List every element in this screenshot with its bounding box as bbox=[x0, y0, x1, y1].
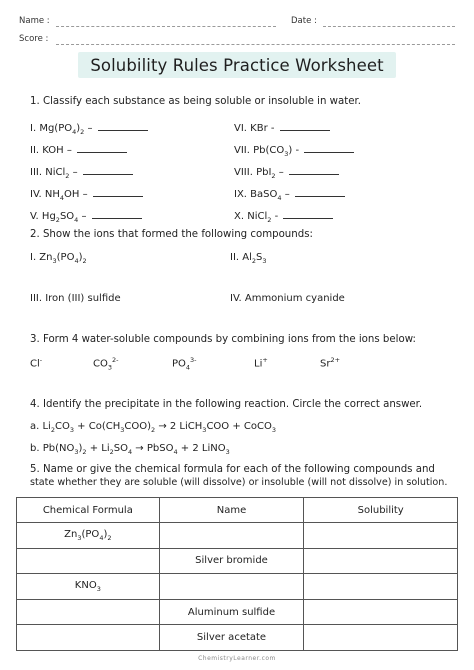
ion-carbonate: $CO_3^{2-}$ bbox=[93, 356, 119, 372]
q1-item-3: III. NiCl$_2$ – bbox=[30, 166, 133, 180]
answer-blank[interactable] bbox=[83, 166, 133, 175]
name-cell: Silver bromide bbox=[159, 548, 304, 574]
col-header-formula: Chemical Formula bbox=[17, 498, 160, 523]
col-header-name: Name bbox=[159, 498, 304, 523]
solubility-cell[interactable] bbox=[304, 599, 458, 625]
q1-item-7: VII. $Pb(CO_3)$ - bbox=[234, 144, 354, 158]
q2-item-4: IV. Ammonium cyanide bbox=[230, 293, 345, 304]
name-cell: Silver acetate bbox=[159, 625, 304, 651]
q2-item-2: II. $Al_2S_3$ bbox=[230, 252, 267, 265]
answer-blank[interactable] bbox=[283, 210, 333, 219]
date-field[interactable] bbox=[323, 26, 455, 27]
solubility-cell[interactable] bbox=[304, 625, 458, 651]
q2-item-1: I. $Zn_3(PO_4)_2$ bbox=[30, 252, 87, 265]
answer-blank[interactable] bbox=[289, 166, 339, 175]
score-field[interactable] bbox=[56, 44, 455, 45]
answer-blank[interactable] bbox=[280, 122, 330, 131]
page-title: Solubility Rules Practice Worksheet bbox=[90, 55, 384, 75]
q1-item-4: IV. $NH_4OH$ – bbox=[30, 188, 143, 202]
date-label: Date : bbox=[291, 16, 317, 26]
formula-cell[interactable] bbox=[17, 625, 160, 651]
q1-item-1: I. $Mg(PO_4)_2$ – bbox=[30, 122, 148, 136]
table-row bbox=[17, 574, 458, 600]
table-row bbox=[17, 548, 458, 574]
score-label: Score : bbox=[19, 34, 49, 44]
solubility-cell[interactable] bbox=[304, 523, 458, 549]
name-cell: Aluminum sulfide bbox=[159, 599, 304, 625]
q1-prompt: 1. Classify each substance as being soluble or insoluble in water. bbox=[30, 96, 361, 107]
table-row bbox=[17, 599, 458, 625]
name-cell[interactable] bbox=[159, 523, 304, 549]
answer-blank[interactable] bbox=[304, 144, 354, 153]
title-banner bbox=[78, 52, 396, 78]
q5-prompt-line1: 5. Name or give the chemical formula for each of the following compounds and bbox=[30, 464, 435, 475]
ion-phosphate: $PO_4^{3-}$ bbox=[172, 356, 197, 372]
answer-blank[interactable] bbox=[93, 188, 143, 197]
table-row bbox=[17, 523, 458, 549]
ion-lithium: Li+ bbox=[254, 356, 268, 370]
answer-blank[interactable] bbox=[295, 188, 345, 197]
q1-item-2: II. KOH – bbox=[30, 144, 127, 156]
q1-item-9: IX. BaSO$_4$ – bbox=[234, 188, 345, 202]
q1-item-10: X. NiCl$_2$ - bbox=[234, 210, 333, 224]
formula-cell[interactable] bbox=[17, 599, 160, 625]
formula-cell: $KNO_3$ bbox=[17, 574, 160, 600]
footer-credit: ChemistryLearner.com bbox=[198, 655, 276, 662]
name-field[interactable] bbox=[56, 26, 276, 27]
name-cell[interactable] bbox=[159, 574, 304, 600]
q4-prompt: 4. Identify the precipitate in the following reaction. Circle the correct answer. bbox=[30, 399, 423, 410]
col-header-solubility: Solubility bbox=[304, 498, 458, 523]
table-row bbox=[17, 625, 458, 651]
ion-strontium: $Sr^{2+}$ bbox=[320, 356, 341, 370]
q3-prompt: 3. Form 4 water-soluble compounds by combining ions from the ions below: bbox=[30, 334, 416, 345]
q4-reaction-b: b. $Pb(NO_3)_2 + Li_2SO_4$ → PbSO$_4$ + 2 LiNO$_3$ bbox=[30, 443, 230, 456]
q2-item-3: III. Iron (III) sulfide bbox=[30, 293, 121, 304]
formula-cell: $Zn_3(PO_4)_2$ bbox=[17, 523, 160, 549]
q4-reaction-a: a. $Li_2CO_3 + Co(CH_3COO)_2 \to 2$ LiCH$_3$COO + CoCO$_3$ bbox=[30, 421, 276, 434]
answer-blank[interactable] bbox=[98, 122, 148, 131]
q5-prompt-line2: state whether they are soluble (will dissolve) or insoluble (will not dissolve) in solution. bbox=[30, 477, 448, 488]
q1-item-8: VIII. PbI$_2$ – bbox=[234, 166, 339, 180]
solubility-table bbox=[16, 497, 458, 651]
table-header-row bbox=[17, 498, 458, 523]
answer-blank[interactable] bbox=[77, 144, 127, 153]
ion-chloride: Cl- bbox=[30, 356, 43, 370]
q1-item-6: VI. KBr - bbox=[234, 122, 330, 134]
name-label: Name : bbox=[19, 16, 50, 26]
q1-item-5: V. $Hg_2SO_4$ – bbox=[30, 210, 142, 224]
solubility-cell[interactable] bbox=[304, 548, 458, 574]
solubility-cell[interactable] bbox=[304, 574, 458, 600]
q2-prompt: 2. Show the ions that formed the following compounds: bbox=[30, 229, 313, 240]
formula-cell[interactable] bbox=[17, 548, 160, 574]
answer-blank[interactable] bbox=[92, 210, 142, 219]
